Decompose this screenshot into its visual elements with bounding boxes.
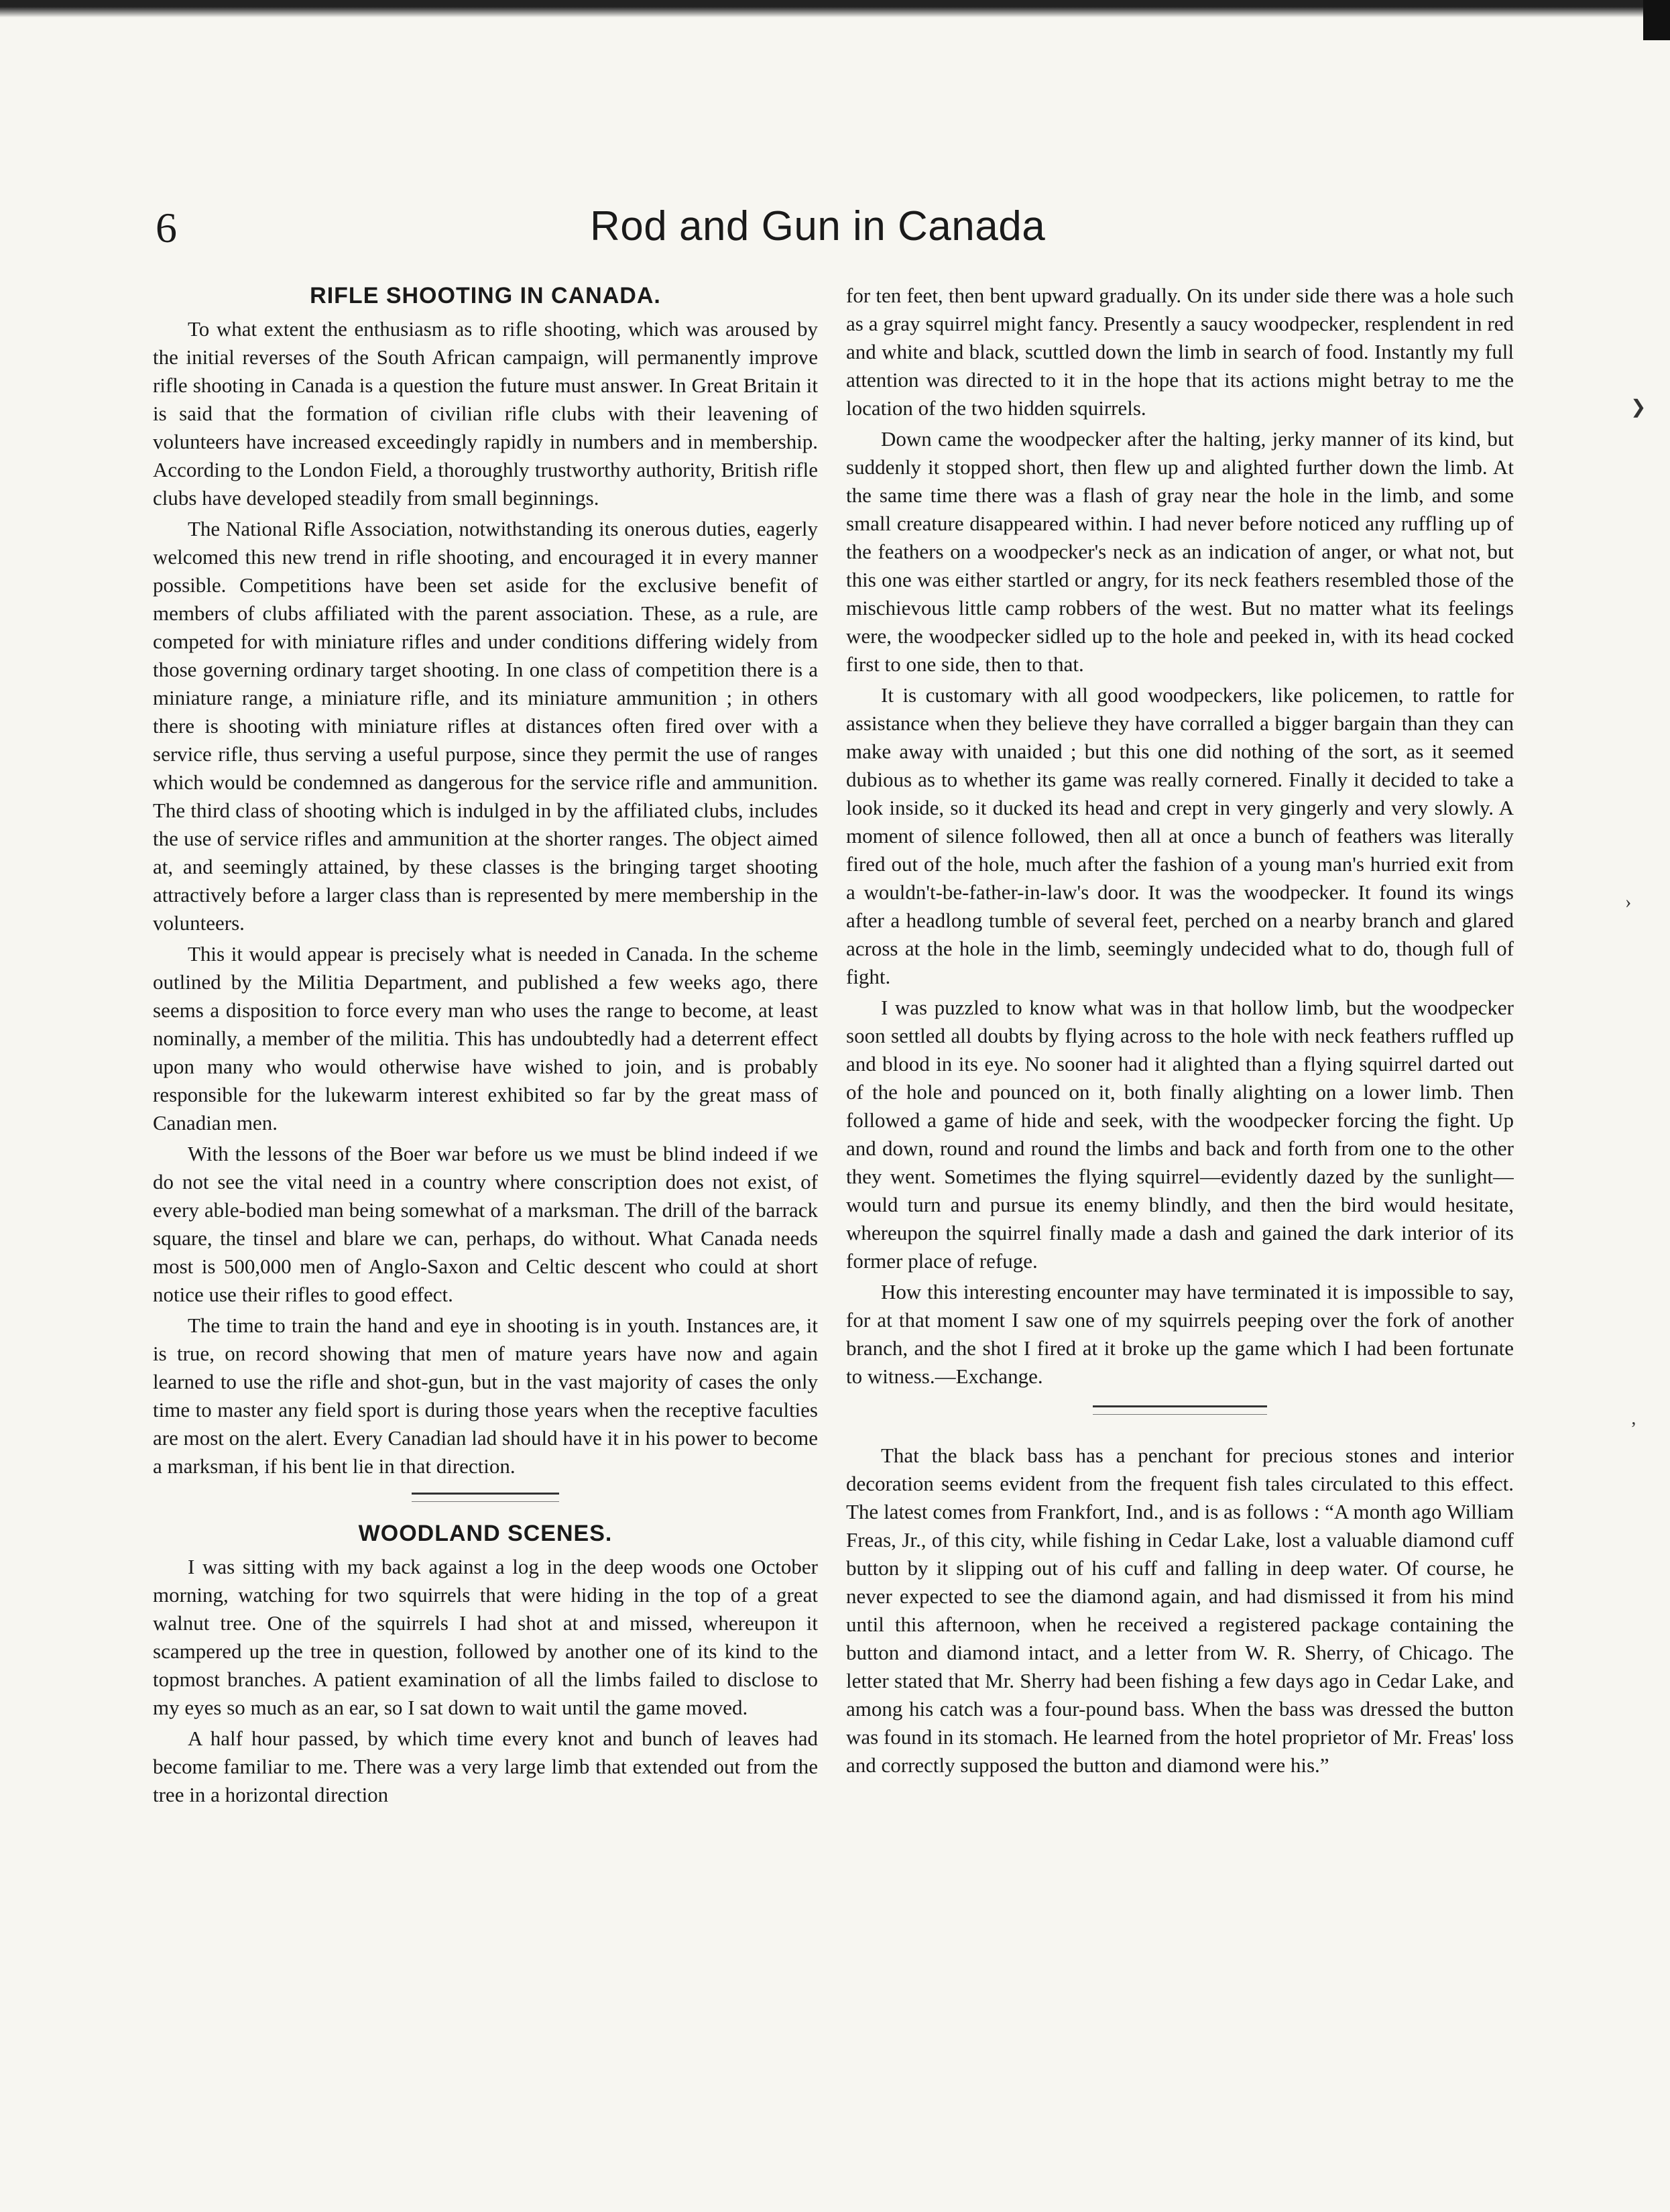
woodland-article-heading: WOODLAND SCENES. bbox=[358, 1521, 613, 1546]
bass-paragraph: That the black bass has a penchant for precious stones and interior decoration seems evident from the frequent fish tales circulated to this effect. The latest comes from Frankfort, Ind., and is as follows : “A month ago William Freas, Jr., of this city, while fishing in Cedar Lake, lost a valuable diamond cuff button by it slipping out of his cuff and falling in deep water. Of course, he never expected to see the diamond again, and had dismissed it from his mind until this afternoon, when he received a registered package containing the button and diamond intact, and a letter from W. R. Sherry, of Chicago. The letter stated that Mr. Sherry had been fishing a few days ago in Cedar Lake, and among his catch was a four-pound bass. When the bass was dressed the button was found in its stomach. He learned from the hotel proprietor of Mr. Freas' loss and correctly supposed the button and diamond were his.” bbox=[846, 1444, 1514, 1777]
section-divider bbox=[1093, 1405, 1267, 1415]
woodland-paragraph: It is customary with all good woodpeckers, like policemen, to rattle for assistance when they believe they have corralled a bigger bargain than they can make away with unaided ; but this one did nothing of the sort, as it seemed dubious as to whether its game was really cornered. Finally it decided to take a look inside, so it ducked its head and crept in very gingerly and very slowly. A moment of silence followed, then all at once a bunch of feathers was literally fired out of the hole, much after the fashion of a young man's hurried exit from a wouldn't-be-father-in-law's door. It was the woodpecker. It found its wings after a headlong tumble of several feet, perched on a nearby branch and glared across at the hole in the limb, seemingly undecided what to do, though full of fight. bbox=[846, 683, 1514, 988]
rifle-article-heading: RIFLE SHOOTING IN CANADA. bbox=[310, 283, 661, 308]
woodland-paragraph: I was sitting with my back against a log in the deep woods one October morning, watching for two squirrels that were hiding in the top of a great walnut tree. One of the squirrels I had shot at and missed, whereupon it scampered up the tree in question, followed by another one of its kind to the topmost branches. A patient examination of all the limbs failed to disclose to my eyes so much as an ear, so I sat down to wait until the game moved. bbox=[153, 1555, 818, 1719]
margin-mark: ❯ bbox=[1630, 397, 1647, 418]
right-column bbox=[846, 282, 1514, 2179]
page-number: 6 bbox=[156, 204, 177, 251]
woodland-continuation: for ten feet, then bent upward gradually. On its under side there was a hole such as a gray squirrel might fancy. Presently a saucy woodpecker, resplendent in red and white and black, scuttled down the limb in search of food. Instantly my full attention was directed to it in the hope that its actions might betray to me the location of the two hidden squirrels. bbox=[846, 284, 1514, 420]
woodland-paragraph: I was puzzled to know what was in that hollow limb, but the woodpecker soon settled all doubts by flying across to the hole with neck feathers ruffled up and blood in its eye. No sooner had it alighted than a flying squirrel darted out of the hole and pounced on it, both finally alighting on a lower limb. Then followed a game of hide and seek, with the woodpecker forcing the fight. Up and down, round and round the limbs and back and forth from one to the other they went. Sometimes the flying squirrel—evidently dazed by the sunlight—would turn and pursue its enemy blindly, and then the bird would hesitate, whereupon the squirrel finally made a dash and gained the dark interior of its former place of refuge. bbox=[846, 996, 1514, 1273]
woodland-paragraph: How this interesting encounter may have terminated it is impossible to say, for at that moment I saw one of my squirrels peeping over the fork of another branch, and the shot I fired at it broke up the game which I had been fortunate to witness.—Exchange. bbox=[846, 1280, 1514, 1388]
margin-mark: ‚ bbox=[1630, 1408, 1637, 1429]
woodland-paragraph: Down came the woodpecker after the halting, jerky manner of its kind, but suddenly it stopped short, then flew up and alighted further down the limb. At the same time there was a flash of gray near the hole in the limb, and some small creature disappeared within. I had never before noticed any ruffling up of the feathers on a woodpecker's neck as an indication of anger, or what not, but this one was either startled or angry, for its neck feathers resembled those of the mischievous little camp robbers of the west. But no matter what its feelings were, the woodpecker sidled up to the hole and peeked in, with its head cocked first to one side, then to that. bbox=[846, 427, 1514, 676]
rifle-paragraph: With the lessons of the Boer war before us we must be blind indeed if we do not see the vital need in a country where conscription does not exist, of every able-bodied man being somewhat of a marksman. The drill of the barrack square, the tinsel and blare we can, perhaps, do without. What Canada needs most is 500,000 men of Anglo-Saxon and Celtic descent who could at short notice use their rifles to good effect. bbox=[153, 1142, 818, 1306]
margin-mark: › bbox=[1625, 892, 1632, 913]
rifle-paragraph: To what extent the enthusiasm as to rifle shooting, which was aroused by the initial reverses of the South African campaign, will permanently improve rifle shooting in Canada is a question the future must answer. In Great Britain it is said that the formation of civilian rifle clubs with their leavening of volunteers have increased exceedingly rapidly in numbers and in membership. According to the London Field, a thoroughly trustworthy authority, British rifle clubs have developed steadily from small beginnings. bbox=[153, 317, 818, 510]
rifle-paragraph: This it would appear is precisely what is needed in Canada. In the scheme outlined by the Militia Department, and published a few weeks ago, there seems a disposition to force every man who uses the range to become, at least nominally, a member of the militia. This has undoubtedly had a deterrent effect upon many who would otherwise have wished to join, and is probably responsible for the lukewarm interest exhibited so far by the great mass of Canadian men. bbox=[153, 942, 818, 1134]
running-head-title: Rod and Gun in Canada bbox=[590, 203, 1046, 249]
rifle-paragraph: The National Rifle Association, notwithstanding its onerous duties, eagerly welcomed this new trend in rifle shooting, and encouraged it in every manner possible. Competitions have been set aside for the exclusive benefit of members of clubs affiliated with the parent association. These, as a rule, are competed for with miniature rifles and under conditions differing widely from those governing ordinary target shooting. In one class of competition there is a miniature range, a miniature rifle, and its miniature ammunition ; in others there is shooting with miniature rifles at distances often fired over with a service rifle, thus serving a useful purpose, since they permit the use of ranges which would be condemned as dangerous for the service rifle and ammunition. The third class of shooting which is indulged in by the affiliated clubs, includes the use of service rifles and ammunition at the shorter ranges. The object aimed at, and seemingly attained, by these classes is the bringing target shooting attractively before a larger class than is represented by mere membership in the volunteers. bbox=[153, 517, 818, 935]
rifle-paragraph: The time to train the hand and eye in shooting is in youth. Instances are, it is true, on record showing that men of mature years have now and again learned to use the rifle and shot-gun, but in the vast majority of cases the only time to master any field sport is during those years when the receptive faculties are most on the alert. Every Canadian lad should have it in his power to become a marksman, if his bent lie in that direction. bbox=[153, 1314, 818, 1478]
section-divider bbox=[412, 1493, 559, 1502]
woodland-paragraph: A half hour passed, by which time every knot and bunch of leaves had become familiar to me. There was a very large limb that extended out from the tree in a horizontal direction bbox=[153, 1727, 818, 1806]
left-column bbox=[153, 280, 818, 2178]
top-edge-rule bbox=[0, 0, 1670, 17]
